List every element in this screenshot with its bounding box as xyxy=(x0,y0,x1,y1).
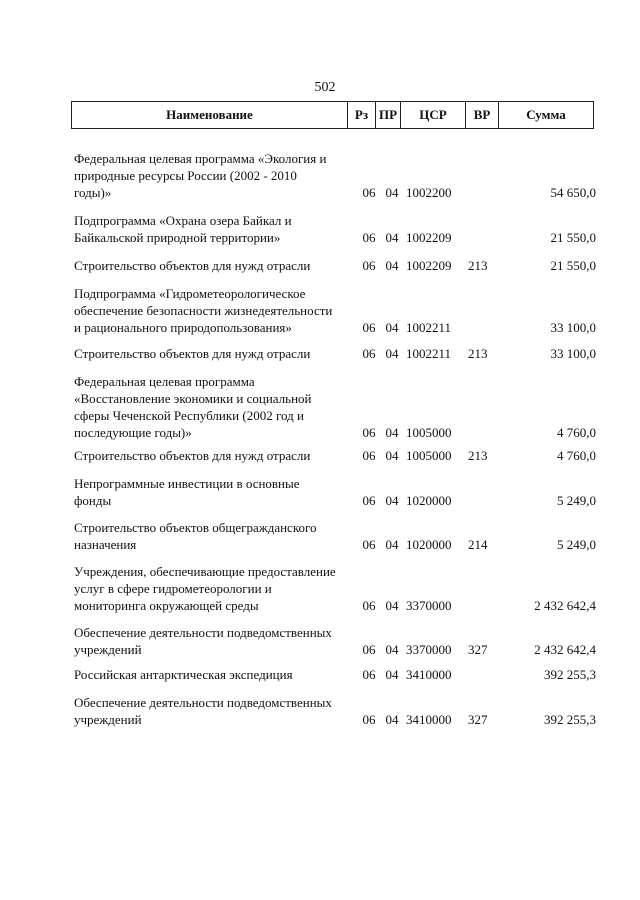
row-csr: 3410000 xyxy=(406,712,452,727)
row-name-line: Федеральная целевая программа xyxy=(74,374,255,389)
row-name xyxy=(74,624,356,658)
row-pr: 04 xyxy=(385,493,399,508)
row-csr: 1002209 xyxy=(406,230,452,245)
row-name xyxy=(74,666,356,683)
row-name-line: назначения xyxy=(74,537,137,552)
page-number: 502 xyxy=(314,80,336,95)
row-sum: 5 249,0 xyxy=(557,493,596,508)
row-name-line: Обеспечение деятельности подведомственных xyxy=(74,695,332,710)
row-rz: 06 xyxy=(362,185,376,200)
row-name xyxy=(74,150,356,201)
row-name-line: обеспечение безопасности жизнедеятельности xyxy=(74,303,333,318)
row-name-line: мониторинга окружающей среды xyxy=(74,598,259,613)
row-pr: 04 xyxy=(385,230,399,245)
row-rz: 06 xyxy=(362,712,376,727)
header-pr: ПР xyxy=(376,102,401,128)
row-name xyxy=(74,475,356,509)
row-name xyxy=(74,447,356,464)
row-name-line: учреждений xyxy=(74,712,142,727)
row-sum: 33 100,0 xyxy=(550,346,596,361)
row-pr: 04 xyxy=(385,667,399,682)
row-name xyxy=(74,694,356,728)
row-sum: 4 760,0 xyxy=(557,425,596,440)
row-rz: 06 xyxy=(362,598,376,613)
row-name-line: сферы Чеченской Республики (2002 год и xyxy=(74,408,304,423)
row-name-line: годы)» xyxy=(74,185,112,200)
row-csr: 1005000 xyxy=(406,425,452,440)
row-name-line: Подпрограмма «Гидрометеорологическое xyxy=(74,286,306,301)
row-sum: 5 249,0 xyxy=(557,537,596,552)
row-name xyxy=(74,285,356,336)
row-rz: 06 xyxy=(362,346,376,361)
header-name: Наименование xyxy=(72,102,348,128)
row-rz: 06 xyxy=(362,642,376,657)
row-sum: 33 100,0 xyxy=(550,320,596,335)
row-pr: 04 xyxy=(385,425,399,440)
row-sum: 392 255,3 xyxy=(544,667,596,682)
row-sum: 4 760,0 xyxy=(557,448,596,463)
row-name-line: Российская антарктическая экспедиция xyxy=(74,667,293,682)
row-name-line: Учреждения, обеспечивающие предоставление xyxy=(74,564,336,579)
row-name-line: фонды xyxy=(74,493,112,508)
row-name xyxy=(74,373,356,441)
header-rz: Рз xyxy=(348,102,376,128)
row-name-line: Обеспечение деятельности подведомственных xyxy=(74,625,332,640)
row-csr: 1002211 xyxy=(406,346,452,361)
row-rz: 06 xyxy=(362,320,376,335)
row-csr: 1020000 xyxy=(406,493,452,508)
row-name xyxy=(74,519,356,553)
row-vr: 214 xyxy=(468,537,488,552)
row-pr: 04 xyxy=(385,320,399,335)
row-vr: 213 xyxy=(468,346,488,361)
row-csr: 3370000 xyxy=(406,598,452,613)
row-name-line: Строительство объектов для нужд отрасли xyxy=(74,346,311,361)
row-sum: 392 255,3 xyxy=(544,712,596,727)
row-csr: 1005000 xyxy=(406,448,452,463)
row-sum: 21 550,0 xyxy=(550,230,596,245)
row-rz: 06 xyxy=(362,493,376,508)
row-csr: 1002209 xyxy=(406,258,452,273)
row-csr: 3410000 xyxy=(406,667,452,682)
row-pr: 04 xyxy=(385,642,399,657)
row-csr: 1002211 xyxy=(406,320,452,335)
row-name-line: учреждений xyxy=(74,642,142,657)
row-rz: 06 xyxy=(362,537,376,552)
header-sum: Сумма xyxy=(526,107,566,122)
row-name xyxy=(74,257,356,274)
row-pr: 04 xyxy=(385,537,399,552)
row-name-line: Байкальской природной территории» xyxy=(74,230,281,245)
header-vr: ВР xyxy=(466,102,499,128)
row-name-line: «Восстановление экономики и социальной xyxy=(74,391,312,406)
row-name xyxy=(74,345,356,362)
row-pr: 04 xyxy=(385,346,399,361)
table-header xyxy=(71,101,594,129)
row-name-line: и рационального природопользования» xyxy=(74,320,292,335)
row-rz: 06 xyxy=(362,425,376,440)
row-pr: 04 xyxy=(385,598,399,613)
row-name-line: Федеральная целевая программа «Экология и xyxy=(74,151,327,166)
row-vr: 327 xyxy=(468,642,488,657)
row-name-line: Строительство объектов общегражданского xyxy=(74,520,317,535)
row-csr: 1002200 xyxy=(406,185,452,200)
row-name-line: последующие годы)» xyxy=(74,425,192,440)
row-name-line: природные ресурсы России (2002 - 2010 xyxy=(74,168,297,183)
header-csr: ЦСР xyxy=(401,102,466,128)
row-vr: 213 xyxy=(468,258,488,273)
row-vr: 327 xyxy=(468,712,488,727)
row-name-line: Подпрограмма «Охрана озера Байкал и xyxy=(74,213,292,228)
row-name-line: услуг в сфере гидрометеорологии и xyxy=(74,581,272,596)
row-sum: 54 650,0 xyxy=(550,185,596,200)
row-name xyxy=(74,563,356,614)
row-pr: 04 xyxy=(385,712,399,727)
row-rz: 06 xyxy=(362,667,376,682)
row-csr: 1020000 xyxy=(406,537,452,552)
row-sum: 2 432 642,4 xyxy=(534,598,596,613)
row-name-line: Строительство объектов для нужд отрасли xyxy=(74,258,311,273)
row-vr: 213 xyxy=(468,448,488,463)
row-pr: 04 xyxy=(385,258,399,273)
row-sum: 2 432 642,4 xyxy=(534,642,596,657)
row-rz: 06 xyxy=(362,258,376,273)
row-pr: 04 xyxy=(385,185,399,200)
row-rz: 06 xyxy=(362,448,376,463)
row-csr: 3370000 xyxy=(406,642,452,657)
row-name-line: Строительство объектов для нужд отрасли xyxy=(74,448,311,463)
row-sum: 21 550,0 xyxy=(550,258,596,273)
row-rz: 06 xyxy=(362,230,376,245)
row-name xyxy=(74,212,356,246)
row-name-line: Непрограммные инвестиции в основные xyxy=(74,476,300,491)
row-pr: 04 xyxy=(385,448,399,463)
